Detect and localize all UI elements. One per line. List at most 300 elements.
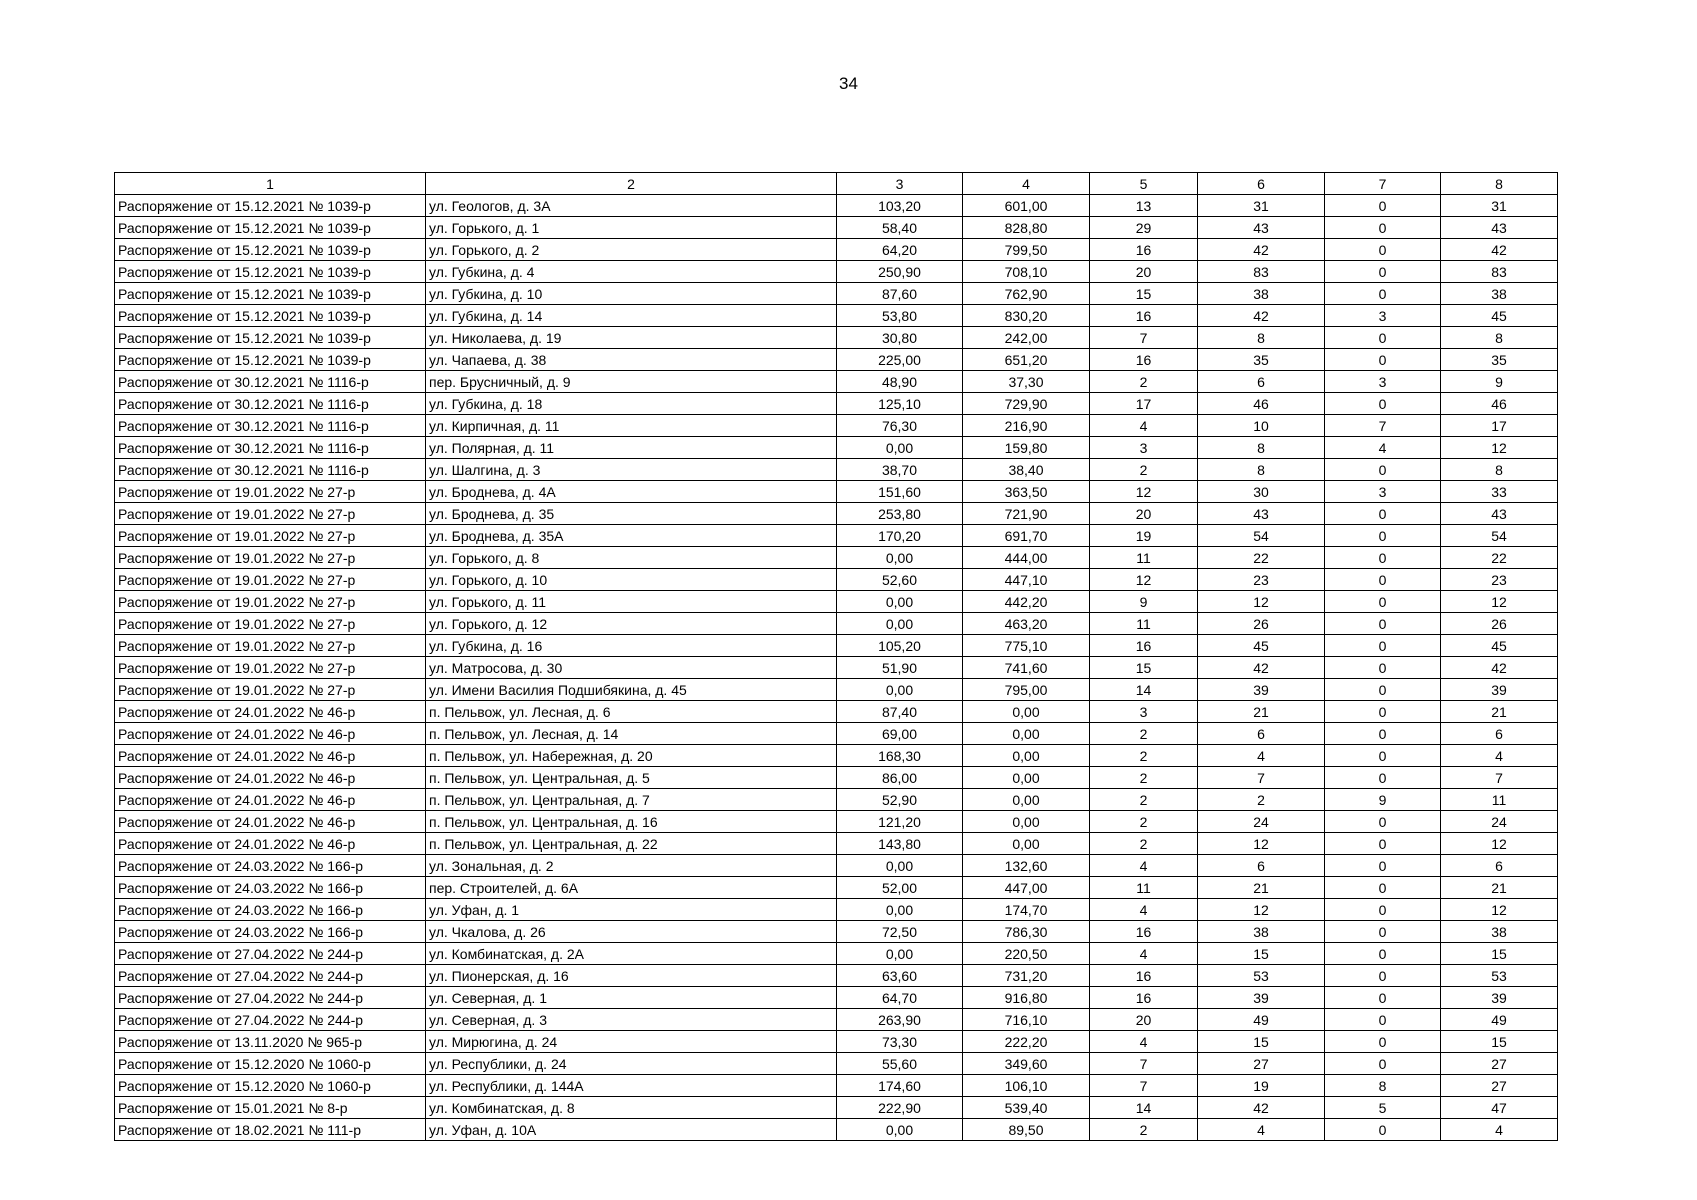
value-cell: 39 [1441, 679, 1558, 701]
address-cell: п. Пельвож, ул. Центральная, д. 16 [426, 811, 837, 833]
document-cell: Распоряжение от 19.01.2022 № 27-р [115, 503, 426, 525]
table-row [115, 569, 1558, 591]
value-cell: 5 [1325, 1097, 1441, 1119]
table-row [115, 459, 1558, 481]
value-cell: 38,70 [837, 459, 963, 481]
value-cell: 0,00 [963, 833, 1090, 855]
value-cell: 4 [1090, 855, 1198, 877]
column-header: 7 [1325, 173, 1441, 195]
value-cell: 3 [1325, 481, 1441, 503]
value-cell: 38,40 [963, 459, 1090, 481]
value-cell: 0 [1325, 1119, 1441, 1141]
value-cell: 151,60 [837, 481, 963, 503]
address-cell: ул. Горького, д. 1 [426, 217, 837, 239]
value-cell: 0,00 [837, 899, 963, 921]
document-cell: Распоряжение от 24.03.2022 № 166-р [115, 921, 426, 943]
value-cell: 0 [1325, 679, 1441, 701]
value-cell: 0 [1325, 613, 1441, 635]
address-cell: ул. Горького, д. 11 [426, 591, 837, 613]
column-header: 5 [1090, 173, 1198, 195]
table-row [115, 503, 1558, 525]
document-cell: Распоряжение от 15.12.2020 № 1060-р [115, 1075, 426, 1097]
value-cell: 38 [1198, 921, 1325, 943]
column-header: 1 [115, 173, 426, 195]
address-cell: ул. Уфан, д. 10А [426, 1119, 837, 1141]
value-cell: 2 [1090, 767, 1198, 789]
value-cell: 16 [1090, 305, 1198, 327]
address-cell: ул. Зональная, д. 2 [426, 855, 837, 877]
address-cell: пер. Строителей, д. 6А [426, 877, 837, 899]
value-cell: 83 [1441, 261, 1558, 283]
address-cell: ул. Горького, д. 8 [426, 547, 837, 569]
address-cell: ул. Северная, д. 3 [426, 1009, 837, 1031]
value-cell: 0 [1325, 591, 1441, 613]
value-cell: 19 [1198, 1075, 1325, 1097]
value-cell: 16 [1090, 987, 1198, 1009]
value-cell: 43 [1198, 217, 1325, 239]
address-cell: ул. Броднева, д. 4А [426, 481, 837, 503]
value-cell: 42 [1441, 239, 1558, 261]
value-cell: 168,30 [837, 745, 963, 767]
value-cell: 0,00 [837, 679, 963, 701]
value-cell: 52,60 [837, 569, 963, 591]
table-row [115, 723, 1558, 745]
address-cell: ул. Мирюгина, д. 24 [426, 1031, 837, 1053]
value-cell: 15 [1441, 943, 1558, 965]
table-row [115, 195, 1558, 217]
table-row [115, 591, 1558, 613]
value-cell: 539,40 [963, 1097, 1090, 1119]
value-cell: 43 [1198, 503, 1325, 525]
value-cell: 0 [1325, 1053, 1441, 1075]
value-cell: 11 [1090, 613, 1198, 635]
value-cell: 731,20 [963, 965, 1090, 987]
value-cell: 38 [1441, 921, 1558, 943]
value-cell: 12 [1441, 437, 1558, 459]
value-cell: 7 [1090, 1053, 1198, 1075]
value-cell: 12 [1441, 899, 1558, 921]
value-cell: 442,20 [963, 591, 1090, 613]
value-cell: 24 [1198, 811, 1325, 833]
table-row [115, 657, 1558, 679]
value-cell: 0 [1325, 261, 1441, 283]
value-cell: 33 [1441, 481, 1558, 503]
address-cell: ул. Горького, д. 12 [426, 613, 837, 635]
value-cell: 76,30 [837, 415, 963, 437]
value-cell: 729,90 [963, 393, 1090, 415]
value-cell: 103,20 [837, 195, 963, 217]
document-cell: Распоряжение от 19.01.2022 № 27-р [115, 525, 426, 547]
table-row [115, 283, 1558, 305]
document-cell: Распоряжение от 24.01.2022 № 46-р [115, 833, 426, 855]
address-cell: ул. Имени Василия Подшибякина, д. 45 [426, 679, 837, 701]
value-cell: 7 [1090, 1075, 1198, 1097]
value-cell: 14 [1090, 679, 1198, 701]
document-cell: Распоряжение от 27.04.2022 № 244-р [115, 965, 426, 987]
value-cell: 0 [1325, 1009, 1441, 1031]
value-cell: 0 [1325, 965, 1441, 987]
document-cell: Распоряжение от 19.01.2022 № 27-р [115, 613, 426, 635]
value-cell: 4 [1090, 943, 1198, 965]
table-row [115, 921, 1558, 943]
table-row [115, 239, 1558, 261]
value-cell: 43 [1441, 217, 1558, 239]
value-cell: 0,00 [963, 723, 1090, 745]
value-cell: 0 [1325, 767, 1441, 789]
address-cell: ул. Кирпичная, д. 11 [426, 415, 837, 437]
value-cell: 38 [1198, 283, 1325, 305]
value-cell: 8 [1441, 327, 1558, 349]
value-cell: 691,70 [963, 525, 1090, 547]
address-cell: ул. Горького, д. 10 [426, 569, 837, 591]
column-header: 3 [837, 173, 963, 195]
value-cell: 121,20 [837, 811, 963, 833]
value-cell: 42 [1198, 1097, 1325, 1119]
value-cell: 9 [1090, 591, 1198, 613]
document-cell: Распоряжение от 24.03.2022 № 166-р [115, 855, 426, 877]
document-cell: Распоряжение от 15.12.2021 № 1039-р [115, 195, 426, 217]
value-cell: 54 [1441, 525, 1558, 547]
value-cell: 15 [1198, 943, 1325, 965]
document-cell: Распоряжение от 27.04.2022 № 244-р [115, 943, 426, 965]
address-cell: ул. Губкина, д. 16 [426, 635, 837, 657]
column-header: 4 [963, 173, 1090, 195]
document-cell: Распоряжение от 15.01.2021 № 8-р [115, 1097, 426, 1119]
value-cell: 222,90 [837, 1097, 963, 1119]
value-cell: 89,50 [963, 1119, 1090, 1141]
value-cell: 23 [1441, 569, 1558, 591]
value-cell: 52,00 [837, 877, 963, 899]
document-cell: Распоряжение от 27.04.2022 № 244-р [115, 1009, 426, 1031]
table-row [115, 965, 1558, 987]
value-cell: 17 [1441, 415, 1558, 437]
value-cell: 38 [1441, 283, 1558, 305]
table-row [115, 833, 1558, 855]
table-row [115, 789, 1558, 811]
value-cell: 15 [1441, 1031, 1558, 1053]
value-cell: 125,10 [837, 393, 963, 415]
value-cell: 10 [1198, 415, 1325, 437]
address-cell: ул. Пионерская, д. 16 [426, 965, 837, 987]
table-row [115, 393, 1558, 415]
value-cell: 31 [1198, 195, 1325, 217]
value-cell: 54 [1198, 525, 1325, 547]
table-row [115, 877, 1558, 899]
value-cell: 741,60 [963, 657, 1090, 679]
value-cell: 0,00 [963, 811, 1090, 833]
table-body [115, 195, 1558, 1141]
address-cell: ул. Республики, д. 144А [426, 1075, 837, 1097]
value-cell: 0 [1325, 833, 1441, 855]
value-cell: 73,30 [837, 1031, 963, 1053]
table-row [115, 767, 1558, 789]
value-cell: 242,00 [963, 327, 1090, 349]
address-cell: ул. Чкалова, д. 26 [426, 921, 837, 943]
value-cell: 14 [1090, 1097, 1198, 1119]
value-cell: 795,00 [963, 679, 1090, 701]
value-cell: 0,00 [837, 437, 963, 459]
value-cell: 105,20 [837, 635, 963, 657]
document-cell: Распоряжение от 24.03.2022 № 166-р [115, 899, 426, 921]
table-row [115, 811, 1558, 833]
value-cell: 8 [1325, 1075, 1441, 1097]
document-cell: Распоряжение от 30.12.2021 № 1116-р [115, 371, 426, 393]
value-cell: 15 [1090, 657, 1198, 679]
document-cell: Распоряжение от 15.12.2021 № 1039-р [115, 261, 426, 283]
document-cell: Распоряжение от 15.12.2021 № 1039-р [115, 349, 426, 371]
value-cell: 69,00 [837, 723, 963, 745]
value-cell: 39 [1198, 679, 1325, 701]
document-cell: Распоряжение от 24.01.2022 № 46-р [115, 789, 426, 811]
value-cell: 775,10 [963, 635, 1090, 657]
value-cell: 42 [1198, 657, 1325, 679]
value-cell: 2 [1198, 789, 1325, 811]
table-row [115, 415, 1558, 437]
value-cell: 132,60 [963, 855, 1090, 877]
value-cell: 83 [1198, 261, 1325, 283]
value-cell: 8 [1198, 437, 1325, 459]
value-cell: 12 [1441, 833, 1558, 855]
table-row [115, 547, 1558, 569]
value-cell: 0 [1325, 349, 1441, 371]
value-cell: 16 [1090, 635, 1198, 657]
address-cell: ул. Чапаева, д. 38 [426, 349, 837, 371]
value-cell: 72,50 [837, 921, 963, 943]
value-cell: 87,60 [837, 283, 963, 305]
address-cell: п. Пельвож, ул. Центральная, д. 22 [426, 833, 837, 855]
value-cell: 16 [1090, 921, 1198, 943]
value-cell: 7 [1198, 767, 1325, 789]
value-cell: 3 [1325, 371, 1441, 393]
value-cell: 11 [1090, 877, 1198, 899]
table-row [115, 525, 1558, 547]
value-cell: 0 [1325, 811, 1441, 833]
value-cell: 0 [1325, 943, 1441, 965]
value-cell: 48,90 [837, 371, 963, 393]
value-cell: 4 [1441, 1119, 1558, 1141]
document-cell: Распоряжение от 13.11.2020 № 965-р [115, 1031, 426, 1053]
address-cell: ул. Губкина, д. 18 [426, 393, 837, 415]
table-row [115, 349, 1558, 371]
data-table [114, 172, 1558, 1141]
value-cell: 21 [1198, 701, 1325, 723]
value-cell: 19 [1090, 525, 1198, 547]
value-cell: 37,30 [963, 371, 1090, 393]
value-cell: 3 [1325, 305, 1441, 327]
value-cell: 2 [1090, 811, 1198, 833]
value-cell: 6 [1441, 723, 1558, 745]
document-cell: Распоряжение от 24.01.2022 № 46-р [115, 811, 426, 833]
table-row [115, 855, 1558, 877]
value-cell: 46 [1198, 393, 1325, 415]
column-header: 2 [426, 173, 837, 195]
address-cell: п. Пельвож, ул. Центральная, д. 7 [426, 789, 837, 811]
value-cell: 45 [1441, 305, 1558, 327]
value-cell: 6 [1441, 855, 1558, 877]
value-cell: 42 [1198, 305, 1325, 327]
address-cell: ул. Губкина, д. 14 [426, 305, 837, 327]
value-cell: 8 [1198, 459, 1325, 481]
document-cell: Распоряжение от 30.12.2021 № 1116-р [115, 459, 426, 481]
value-cell: 0 [1325, 987, 1441, 1009]
value-cell: 42 [1198, 239, 1325, 261]
value-cell: 45 [1441, 635, 1558, 657]
value-cell: 143,80 [837, 833, 963, 855]
document-cell: Распоряжение от 30.12.2021 № 1116-р [115, 415, 426, 437]
document-cell: Распоряжение от 24.01.2022 № 46-р [115, 701, 426, 723]
value-cell: 0,00 [837, 591, 963, 613]
value-cell: 0,00 [963, 789, 1090, 811]
value-cell: 0 [1325, 283, 1441, 305]
value-cell: 0 [1325, 503, 1441, 525]
value-cell: 49 [1198, 1009, 1325, 1031]
value-cell: 0 [1325, 195, 1441, 217]
page-number: 34 [839, 74, 858, 93]
value-cell: 15 [1198, 1031, 1325, 1053]
value-cell: 708,10 [963, 261, 1090, 283]
document-cell: Распоряжение от 24.01.2022 № 46-р [115, 745, 426, 767]
value-cell: 222,20 [963, 1031, 1090, 1053]
value-cell: 12 [1090, 481, 1198, 503]
value-cell: 35 [1441, 349, 1558, 371]
table-row [115, 217, 1558, 239]
value-cell: 22 [1441, 547, 1558, 569]
value-cell: 30,80 [837, 327, 963, 349]
value-cell: 799,50 [963, 239, 1090, 261]
address-cell: ул. Шалгина, д. 3 [426, 459, 837, 481]
value-cell: 762,90 [963, 283, 1090, 305]
value-cell: 45 [1198, 635, 1325, 657]
value-cell: 0 [1325, 393, 1441, 415]
value-cell: 26 [1441, 613, 1558, 635]
address-cell: ул. Комбинатская, д. 2А [426, 943, 837, 965]
table-row [115, 327, 1558, 349]
value-cell: 52,90 [837, 789, 963, 811]
value-cell: 27 [1441, 1053, 1558, 1075]
table-row [115, 1119, 1558, 1141]
column-header: 6 [1198, 173, 1325, 195]
value-cell: 4 [1090, 899, 1198, 921]
value-cell: 87,40 [837, 701, 963, 723]
table-row [115, 481, 1558, 503]
value-cell: 716,10 [963, 1009, 1090, 1031]
value-cell: 12 [1198, 833, 1325, 855]
document-cell: Распоряжение от 19.01.2022 № 27-р [115, 591, 426, 613]
value-cell: 3 [1090, 701, 1198, 723]
value-cell: 4 [1198, 1119, 1325, 1141]
value-cell: 53,80 [837, 305, 963, 327]
value-cell: 9 [1441, 371, 1558, 393]
value-cell: 349,60 [963, 1053, 1090, 1075]
value-cell: 0 [1325, 701, 1441, 723]
value-cell: 174,70 [963, 899, 1090, 921]
value-cell: 12 [1441, 591, 1558, 613]
value-cell: 20 [1090, 503, 1198, 525]
value-cell: 174,60 [837, 1075, 963, 1097]
value-cell: 363,50 [963, 481, 1090, 503]
value-cell: 253,80 [837, 503, 963, 525]
value-cell: 12 [1198, 899, 1325, 921]
value-cell: 2 [1090, 723, 1198, 745]
value-cell: 16 [1090, 239, 1198, 261]
value-cell: 24 [1441, 811, 1558, 833]
value-cell: 0,00 [837, 613, 963, 635]
value-cell: 6 [1198, 371, 1325, 393]
address-cell: п. Пельвож, ул. Лесная, д. 14 [426, 723, 837, 745]
document-cell: Распоряжение от 24.01.2022 № 46-р [115, 723, 426, 745]
address-cell: ул. Полярная, д. 11 [426, 437, 837, 459]
document-cell: Распоряжение от 15.12.2021 № 1039-р [115, 239, 426, 261]
value-cell: 3 [1090, 437, 1198, 459]
value-cell: 17 [1090, 393, 1198, 415]
value-cell: 30 [1198, 481, 1325, 503]
value-cell: 444,00 [963, 547, 1090, 569]
value-cell: 216,90 [963, 415, 1090, 437]
value-cell: 0 [1325, 855, 1441, 877]
value-cell: 4 [1198, 745, 1325, 767]
value-cell: 828,80 [963, 217, 1090, 239]
value-cell: 8 [1441, 459, 1558, 481]
value-cell: 2 [1090, 789, 1198, 811]
document-cell: Распоряжение от 15.12.2021 № 1039-р [115, 305, 426, 327]
value-cell: 830,20 [963, 305, 1090, 327]
value-cell: 786,30 [963, 921, 1090, 943]
value-cell: 0 [1325, 1031, 1441, 1053]
table-row [115, 679, 1558, 701]
value-cell: 16 [1090, 965, 1198, 987]
value-cell: 27 [1198, 1053, 1325, 1075]
table-row [115, 437, 1558, 459]
address-cell: ул. Губкина, д. 10 [426, 283, 837, 305]
table-row [115, 1075, 1558, 1097]
value-cell: 47 [1441, 1097, 1558, 1119]
address-cell: ул. Горького, д. 2 [426, 239, 837, 261]
address-cell: ул. Уфан, д. 1 [426, 899, 837, 921]
value-cell: 35 [1198, 349, 1325, 371]
address-cell: пер. Брусничный, д. 9 [426, 371, 837, 393]
value-cell: 12 [1090, 569, 1198, 591]
table-row [115, 1053, 1558, 1075]
value-cell: 0 [1325, 547, 1441, 569]
value-cell: 0 [1325, 239, 1441, 261]
value-cell: 39 [1441, 987, 1558, 1009]
value-cell: 0 [1325, 525, 1441, 547]
address-cell: п. Пельвож, ул. Лесная, д. 6 [426, 701, 837, 723]
document-cell: Распоряжение от 24.03.2022 № 166-р [115, 877, 426, 899]
value-cell: 0 [1325, 327, 1441, 349]
value-cell: 0 [1325, 569, 1441, 591]
table-row [115, 1031, 1558, 1053]
value-cell: 2 [1090, 459, 1198, 481]
value-cell: 43 [1441, 503, 1558, 525]
value-cell: 0,00 [837, 943, 963, 965]
table-row [115, 371, 1558, 393]
value-cell: 49 [1441, 1009, 1558, 1031]
value-cell: 225,00 [837, 349, 963, 371]
table-row [115, 943, 1558, 965]
value-cell: 159,80 [963, 437, 1090, 459]
document-cell: Распоряжение от 15.12.2021 № 1039-р [115, 283, 426, 305]
value-cell: 21 [1198, 877, 1325, 899]
value-cell: 11 [1090, 547, 1198, 569]
value-cell: 4 [1090, 415, 1198, 437]
value-cell: 106,10 [963, 1075, 1090, 1097]
table-row [115, 987, 1558, 1009]
value-cell: 2 [1090, 745, 1198, 767]
table-row [115, 745, 1558, 767]
value-cell: 0 [1325, 635, 1441, 657]
value-cell: 220,50 [963, 943, 1090, 965]
